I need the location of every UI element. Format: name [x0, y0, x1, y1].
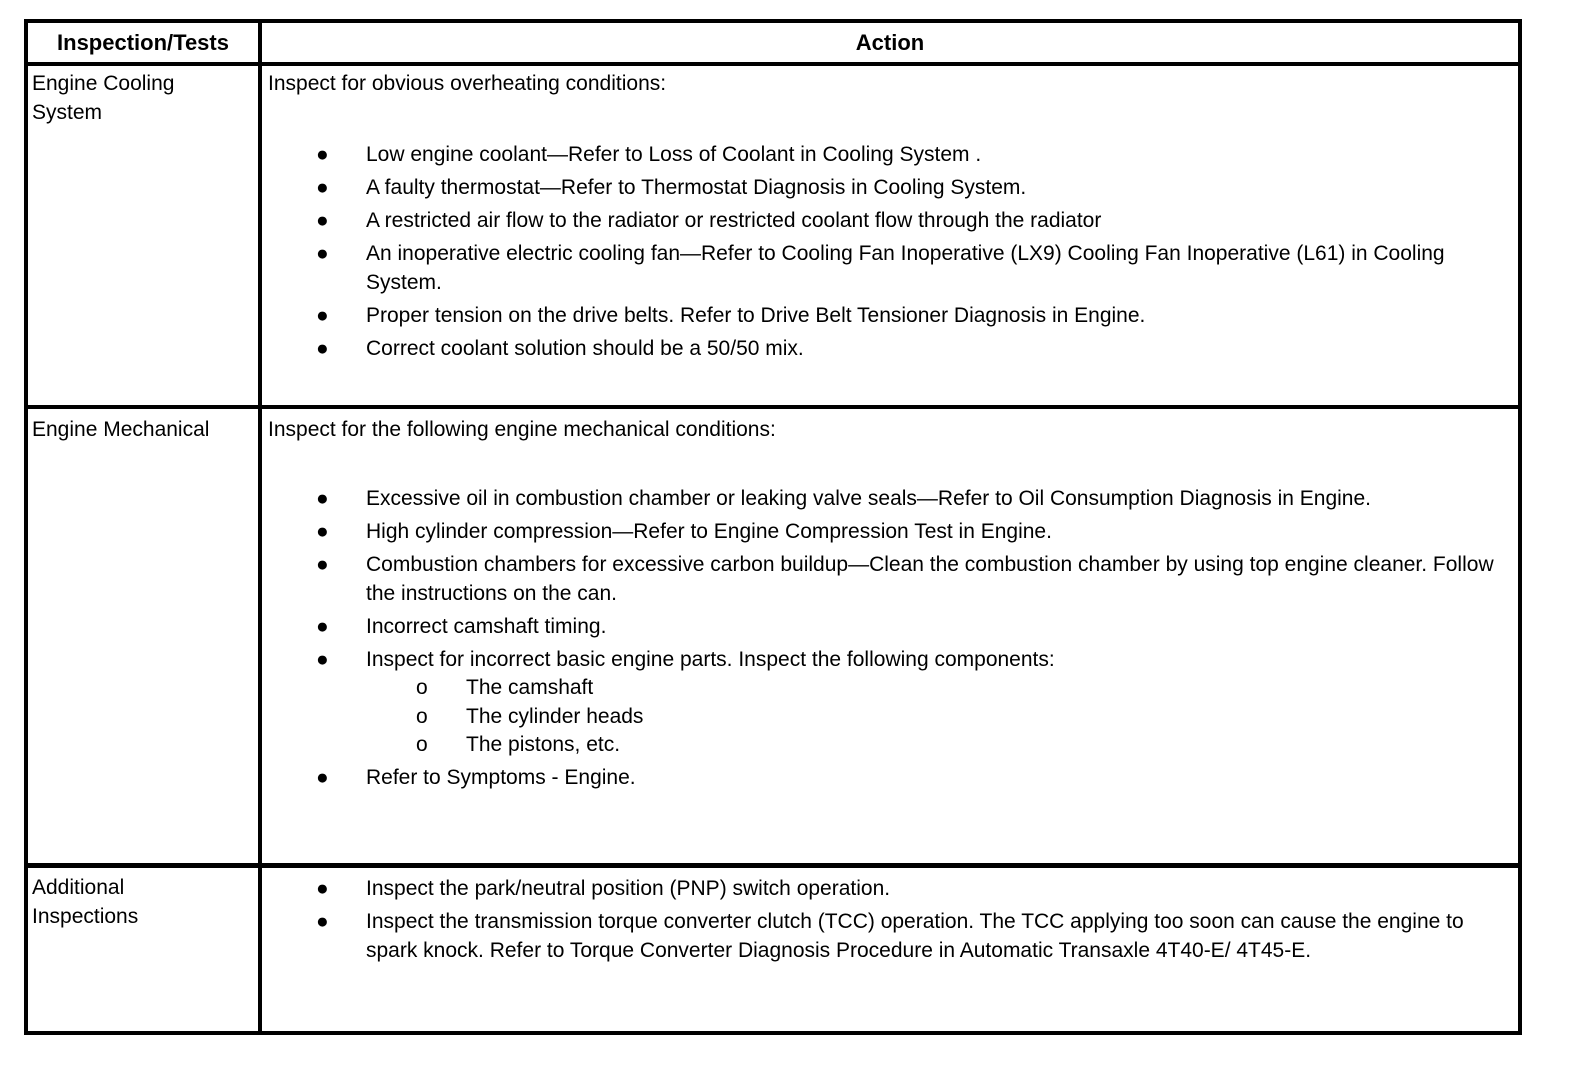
list-item-text: Refer to Symptoms - Engine. [366, 766, 636, 789]
sublist-item [366, 731, 1514, 760]
list-item [268, 240, 1514, 297]
list-item [268, 764, 1514, 793]
list-item [268, 518, 1514, 547]
bullet-icon: ● [316, 143, 329, 166]
list-item-text: Inspect the transmission torque converter clutch (TCC) operation. The TCC applying too soon can cause the engine to spark knock. Refer to Torque Converter Diagnosis Procedure in Automatic Transaxle 4T40-E/ 4T45-E. [366, 910, 1464, 962]
cooling-checklist [268, 141, 1514, 368]
list-item [268, 908, 1514, 965]
list-item [268, 335, 1514, 364]
bullet-icon: ● [316, 303, 329, 327]
bullet-icon: ● [316, 553, 329, 576]
bullet-icon: ● [316, 487, 329, 510]
list-item-text: A faulty thermostat—Refer to Thermostat Diagnosis in Cooling System. [366, 176, 1027, 199]
list-item [268, 207, 1514, 236]
bullet-icon: ● [316, 910, 329, 933]
bullet-icon: ● [316, 336, 329, 360]
column-divider [258, 23, 262, 1031]
list-item-text: Excessive oil in combustion chamber or leaking valve seals—Refer to Oil Consumption Diagnosis in Engine. [366, 487, 1371, 510]
circle-bullet-icon: o [416, 733, 428, 756]
list-item [268, 302, 1514, 331]
row-divider [28, 863, 1518, 868]
row-intro-mechanical: Inspect for the following engine mechanical conditions: [268, 418, 776, 441]
list-item [268, 485, 1514, 514]
header-inspection-tests: Inspection/Tests [57, 30, 229, 55]
list-item-text: Proper tension on the drive belts. Refer to Drive Belt Tensioner Diagnosis in Engine. [366, 303, 1146, 327]
sublist-item-text: The cylinder heads [466, 704, 644, 728]
row-label-additional-inspections: Additional Inspections [32, 876, 139, 928]
list-item-text: Incorrect camshaft timing. [366, 614, 607, 638]
bullet-icon: ● [316, 647, 329, 671]
list-item-text: Inspect the park/neutral position (PNP) switch operation. [366, 877, 891, 900]
list-item-text: An inoperative electric cooling fan—Refer to Cooling Fan Inoperative (LX9) Cooling Fan Inoperative (L61) in Cooling System. [366, 242, 1445, 294]
row-divider [28, 405, 1518, 409]
bullet-icon: ● [316, 520, 329, 543]
list-item [268, 646, 1514, 760]
row-label-engine-mechanical: Engine Mechanical [32, 418, 210, 441]
list-item [268, 613, 1514, 642]
list-item-text: High cylinder compression—Refer to Engine Compression Test in Engine. [366, 520, 1052, 543]
row-label-engine-cooling-system: Engine Cooling System [32, 72, 175, 124]
bullet-icon: ● [316, 209, 329, 232]
list-item [268, 551, 1514, 608]
row-intro-cooling: Inspect for obvious overheating conditions: [268, 72, 667, 95]
list-item [268, 141, 1514, 170]
header-action: Action [855, 30, 925, 55]
list-item-text: Low engine coolant—Refer to Loss of Coolant in Cooling System . [366, 143, 982, 166]
diagnostic-table [24, 19, 1522, 1035]
circle-bullet-icon: o [416, 704, 428, 728]
list-item-text: Correct coolant solution should be a 50/50 mix. [366, 336, 804, 360]
sublist-item-text: The pistons, etc. [466, 733, 621, 756]
list-item [268, 875, 1514, 904]
sublist-item [366, 674, 1514, 703]
bullet-icon: ● [316, 877, 329, 900]
bullet-icon: ● [316, 614, 329, 638]
list-item-text: Inspect for incorrect basic engine parts. Inspect the following components: [366, 647, 1055, 671]
bullet-icon: ● [316, 176, 329, 199]
mechanical-checklist [268, 485, 1514, 797]
list-item-text: Combustion chambers for excessive carbon buildup—Clean the combustion chamber by using top engine cleaner. Follow the instructions on the can. [366, 553, 1494, 605]
additional-checklist [268, 875, 1514, 970]
list-item [268, 174, 1514, 203]
components-sublist [366, 674, 1514, 760]
bullet-icon: ● [316, 242, 329, 265]
circle-bullet-icon: o [416, 676, 428, 699]
bullet-icon: ● [316, 766, 329, 789]
sublist-item-text: The camshaft [466, 676, 594, 699]
list-item-text: A restricted air flow to the radiator or restricted coolant flow through the radiator [366, 209, 1102, 232]
sublist-item [366, 703, 1514, 732]
